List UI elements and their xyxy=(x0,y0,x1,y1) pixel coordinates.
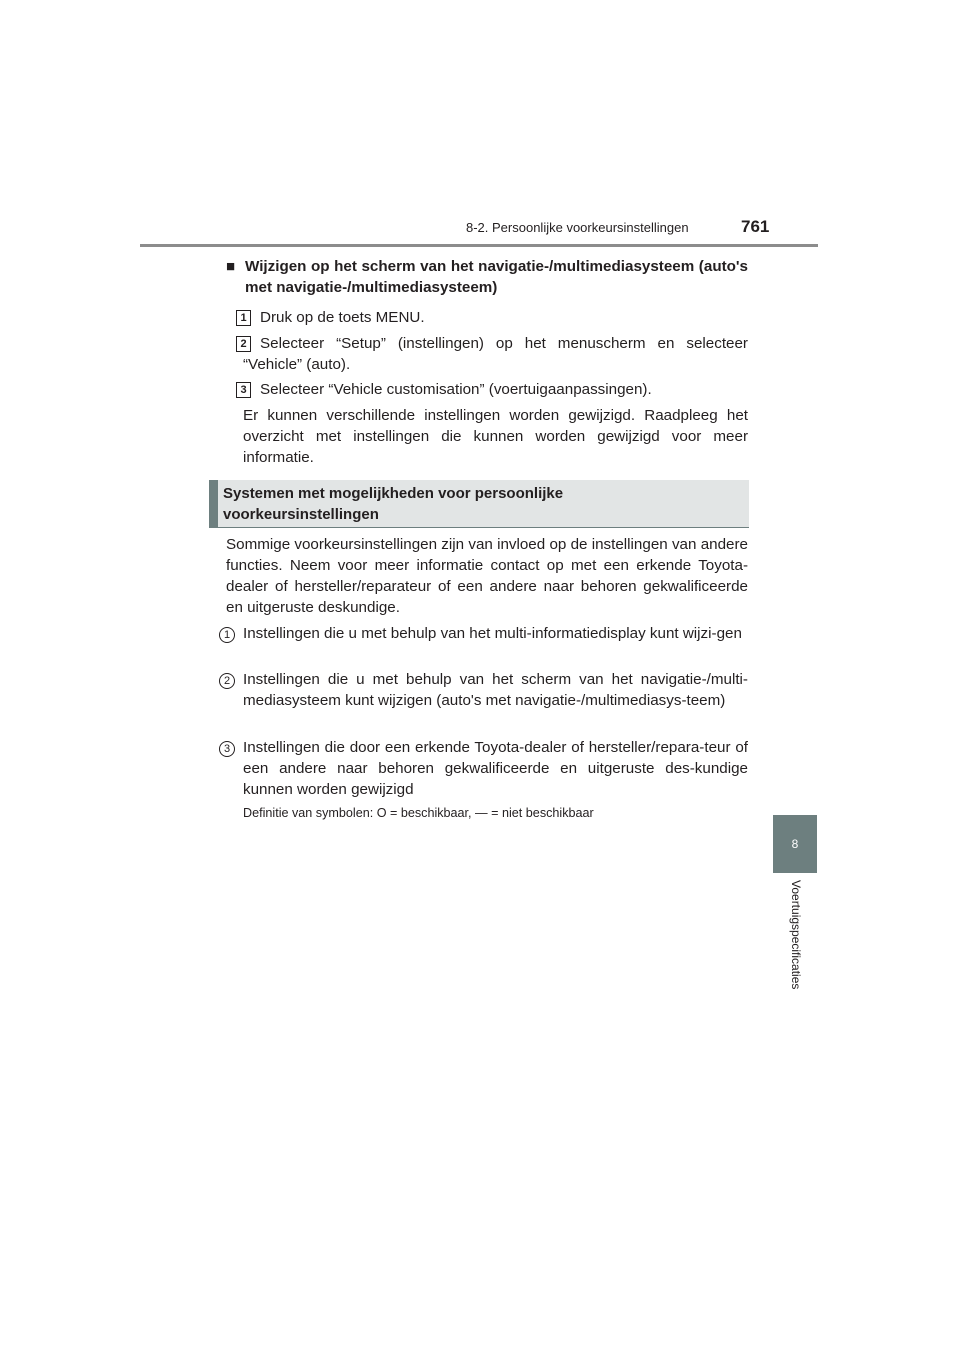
item-text: Instellingen die u met behulp van het scherm van het navigatie-/multi-mediasysteem kunt wijzigen (auto's met navigatie-/multimediasys-teem) xyxy=(243,671,748,709)
subheading-text: Wijzigen op het scherm van het navigatie-/multimediasysteem (auto's met navigatie-/multimediasysteem) xyxy=(245,258,748,296)
steps-note: Er kunnen verschillende instellingen worden gewijzigd. Raadpleeg het overzicht met instellingen die kunnen worden gewijzigd voor meer informatie. xyxy=(243,407,748,466)
item-text: Instellingen die u met behulp van het multi-informatiedisplay kunt wijzi-gen xyxy=(243,625,742,642)
section-heading-bar xyxy=(209,480,218,528)
page-number: 761 xyxy=(741,217,770,236)
section-title: Systemen met mogelijkheden voor persoonlijke voorkeursinstellingen xyxy=(223,485,564,523)
item-number-circle: 1 xyxy=(219,627,235,643)
step-text: Selecteer “Vehicle customisation” (voertuigaanpassingen). xyxy=(260,381,652,398)
step-number-box: 2 xyxy=(236,336,251,352)
chapter-tab xyxy=(773,815,817,873)
header-divider xyxy=(140,244,818,247)
item-text: Instellingen die door een erkende Toyota-dealer of hersteller/repara-teur of een andere naar behoren gekwalificeerde en uitgeruste des-kundige kunnen worden gewijzigd xyxy=(243,739,748,798)
step-number-box: 3 xyxy=(236,382,251,398)
chapter-title-vertical xyxy=(787,880,803,1040)
chapter-number: 8 xyxy=(791,837,799,851)
step-text: Druk op de toets MENU. xyxy=(260,309,425,326)
section-intro: Sommige voorkeursinstellingen zijn van invloed op de instellingen van andere functies. Neem voor meer informatie contact op met een erkende Toyota-dealer of hersteller/reparateur of een andere naar behoren gekwalificeerde en uitgeruste deskundige. xyxy=(226,536,748,616)
step-number-box: 1 xyxy=(236,310,251,326)
symbol-legend: Definitie van symbolen: O = beschikbaar, — = niet beschikbaar xyxy=(243,806,594,820)
running-header: 8-2. Persoonlijke voorkeursinstellingen xyxy=(466,220,689,235)
step-text: Selecteer “Setup” (instellingen) op het menuscherm en selecteer “Vehicle” (auto). xyxy=(243,335,748,373)
section-heading xyxy=(209,480,749,528)
item-number-circle: 2 xyxy=(219,673,235,689)
square-bullet-icon: ■ xyxy=(226,258,236,275)
subheading xyxy=(226,256,748,298)
chapter-title: Voertuigspecificaties xyxy=(789,880,803,990)
item-number-circle: 3 xyxy=(219,741,235,757)
